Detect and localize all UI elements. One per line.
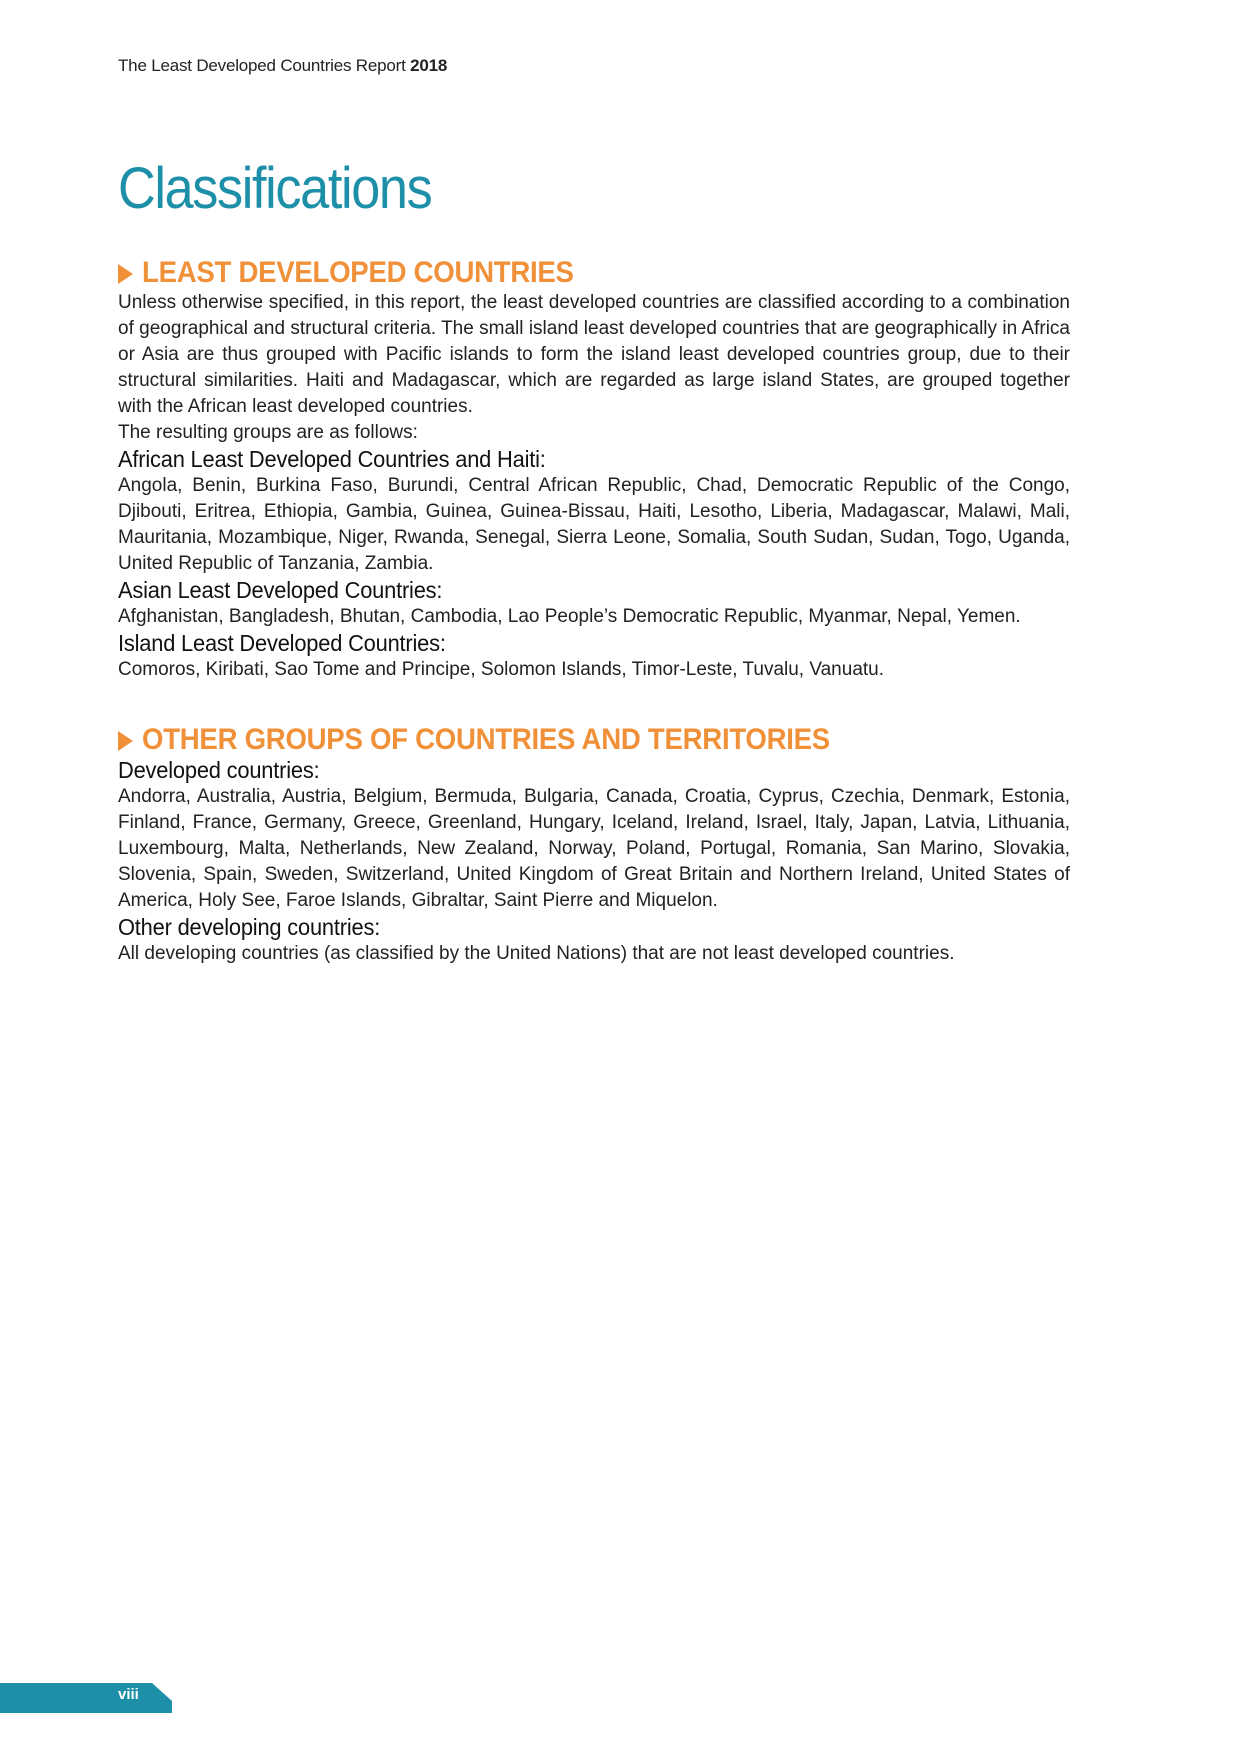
- page-number-tab: [0, 1683, 172, 1713]
- page-content: [118, 156, 1070, 967]
- developed-countries-list: Andorra, Australia, Austria, Belgium, Bermuda, Bulgaria, Canada, Croatia, Cyprus, Czechia, Denmark, Estonia, Finland, France, Germany, Greece, Greenland, Hungary, Iceland, Ireland, Israel, Italy, Japan, Latvia, Lithuania, Luxembourg, Malta, Netherlands, New Zealand, Norway, Poland, Portugal, Romania, San Marino, Slovakia, Slovenia, Spain, Sweden, Switzerland, United Kingdom of Great Britain and Northern Ireland, United States of America, Holy See, Faroe Islands, Gibraltar, Saint Pierre and Miquelon.: [118, 786, 1070, 911]
- section-heading-ldc-label: LEAST DEVELOPED COUNTRIES: [142, 256, 574, 289]
- section-heading-other-groups-label: OTHER GROUPS OF COUNTRIES AND TERRITORIES: [142, 723, 830, 756]
- groups-intro: The resulting groups are as follows:: [118, 422, 418, 443]
- triangle-bullet-icon: [118, 731, 133, 751]
- running-header: [118, 56, 447, 76]
- report-year: 2018: [410, 56, 448, 75]
- african-ldc-heading: African Least Developed Countries and Haiti:: [118, 446, 546, 472]
- other-developing-text: All developing countries (as classified by the United Nations) that are not least developed countries.: [118, 943, 955, 964]
- asian-ldc-list: Afghanistan, Bangladesh, Bhutan, Cambodia, Lao People’s Democratic Republic, Myanmar, Nepal, Yemen.: [118, 606, 1021, 627]
- report-title: The Least Developed Countries Report: [118, 56, 411, 75]
- page-title: Classifications: [118, 156, 432, 221]
- intro-paragraph: Unless otherwise specified, in this report, the least developed countries are classified according to a combination of geographical and structural criteria. The small island least developed countries that are geographically in Africa or Asia are thus grouped with Pacific islands to form the island least developed countries group, due to their structural similarities. Haiti and Madagascar, which are regarded as large island States, are grouped together with the African least developed countries.: [118, 292, 1070, 417]
- triangle-bullet-icon: [118, 264, 133, 284]
- island-ldc-list: Comoros, Kiribati, Sao Tome and Principe, Solomon Islands, Timor-Leste, Tuvalu, Vanuatu.: [118, 659, 885, 680]
- african-ldc-list: Angola, Benin, Burkina Faso, Burundi, Central African Republic, Chad, Democratic Republic of the Congo, Djibouti, Eritrea, Ethiopia, Gambia, Guinea, Guinea-Bissau, Haiti, Lesotho, Liberia, Madagascar, Malawi, Mali, Mauritania, Mozambique, Niger, Rwanda, Senegal, Sierra Leone, Somalia, South Sudan, Sudan, Togo, Uganda, United Republic of Tanzania, Zambia.: [118, 475, 1070, 574]
- section-heading-ldc: [118, 256, 1070, 290]
- developed-countries-heading: Developed countries:: [118, 757, 320, 783]
- other-developing-heading: Other developing countries:: [118, 914, 381, 940]
- page-number: viii: [118, 1686, 139, 1703]
- island-ldc-heading: Island Least Developed Countries:: [118, 630, 446, 656]
- asian-ldc-heading: Asian Least Developed Countries:: [118, 577, 443, 603]
- section-heading-other-groups: [118, 723, 1070, 757]
